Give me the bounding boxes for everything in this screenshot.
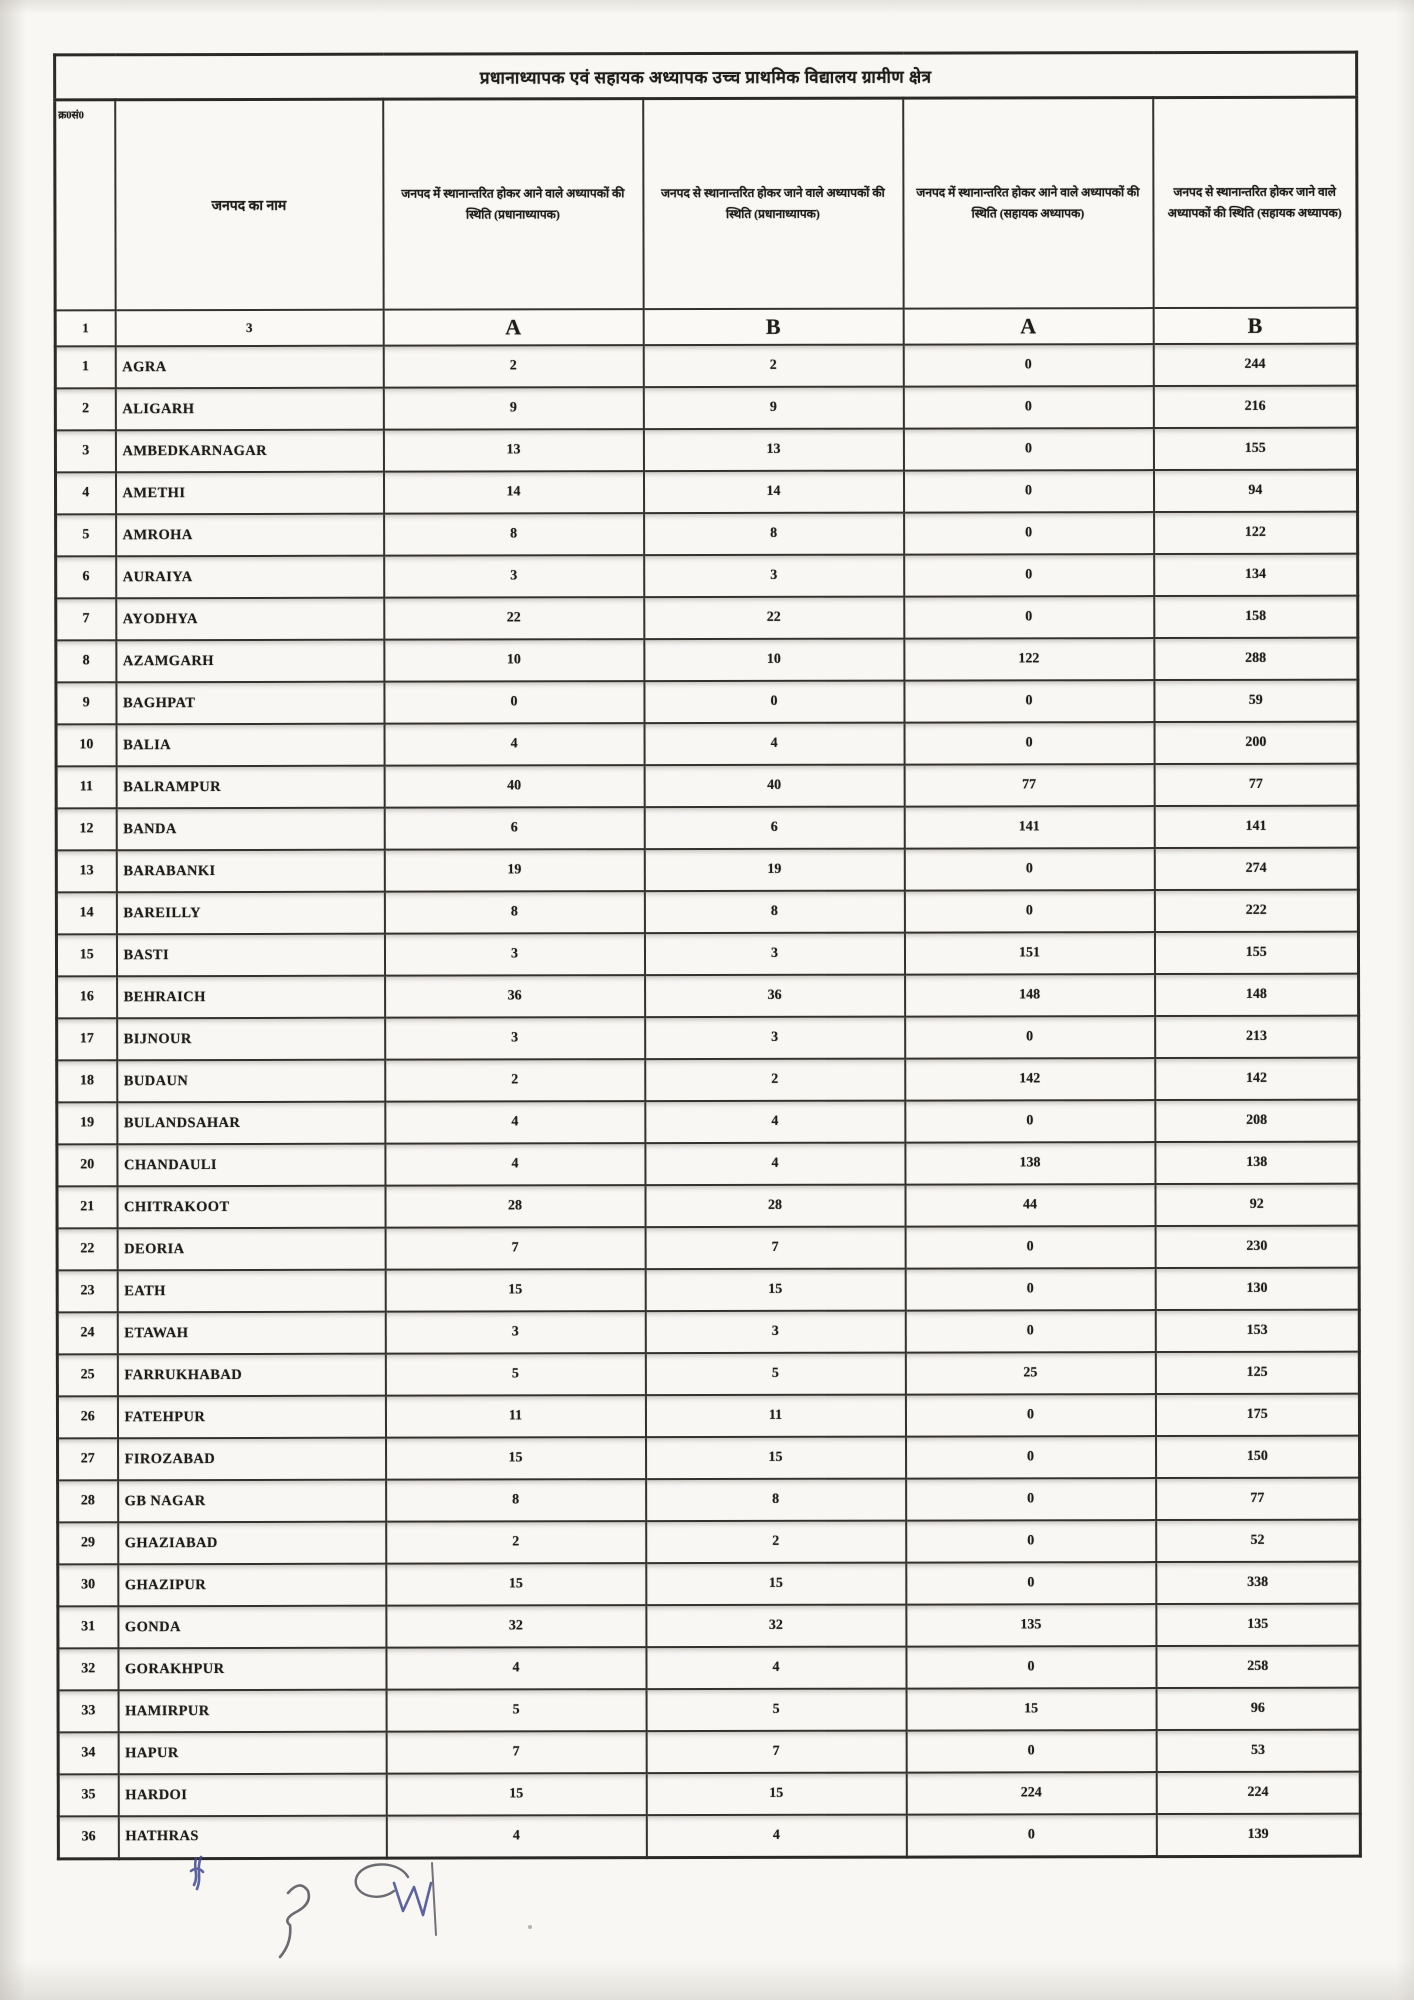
- cell-serial: 4: [55, 472, 115, 514]
- table-row: [58, 1436, 1360, 1481]
- cell-value: 6: [384, 807, 644, 850]
- cell-value: 0: [903, 344, 1153, 387]
- cell-value: 9: [383, 387, 643, 430]
- cell-district: DEORIA: [117, 1228, 385, 1271]
- table-row: [58, 1772, 1360, 1817]
- cell-district: BANDA: [116, 808, 384, 851]
- cell-value: 15: [386, 1437, 646, 1480]
- cell-value: 4: [386, 1647, 646, 1690]
- cell-district: ETAWAH: [117, 1312, 385, 1355]
- cell-value: 0: [384, 681, 644, 724]
- cell-value: 0: [904, 596, 1154, 639]
- cell-district: FIROZABAD: [118, 1438, 386, 1481]
- table-row: [56, 806, 1358, 851]
- table-row: [56, 680, 1358, 725]
- table-row: [58, 1730, 1360, 1775]
- in-headmaster-label: जनपद में स्थानान्तरित होकर आने वाले अध्यापकों की स्थिति (प्रधानाध्यापक): [401, 186, 625, 222]
- cell-value: 0: [906, 1730, 1156, 1773]
- cell-serial: 20: [57, 1144, 117, 1186]
- cell-value: 5: [645, 1353, 905, 1396]
- table-row: [56, 512, 1358, 557]
- cell-value: 8: [644, 891, 904, 934]
- cell-value: 142: [1155, 1058, 1359, 1100]
- subheader-label: A: [1020, 313, 1037, 339]
- cell-value: 15: [386, 1563, 646, 1606]
- cell-value: 0: [906, 1814, 1156, 1857]
- cell-value: 200: [1154, 722, 1358, 764]
- cell-value: 92: [1155, 1184, 1359, 1226]
- subheader-b1: [643, 309, 903, 346]
- cell-value: 15: [386, 1773, 646, 1816]
- table-row: [56, 722, 1358, 767]
- cell-value: 4: [645, 1143, 905, 1186]
- cell-district: BUDAUN: [117, 1060, 385, 1103]
- cell-value: 10: [644, 639, 904, 682]
- cell-district: HAMIRPUR: [118, 1690, 386, 1733]
- cell-district: HARDOI: [118, 1774, 386, 1817]
- signature-gw-stroke-icon: [432, 1863, 436, 1935]
- cell-serial: 30: [58, 1564, 118, 1606]
- cell-district: BAGHPAT: [116, 682, 384, 725]
- cell-value: 3: [385, 1311, 645, 1354]
- signature-nine-icon: [280, 1885, 309, 1957]
- cell-value: 22: [644, 597, 904, 640]
- cell-district: GHAZIABAD: [118, 1522, 386, 1565]
- cell-serial: 17: [57, 1018, 117, 1060]
- cell-district: AGRA: [115, 346, 383, 389]
- cell-value: 0: [904, 512, 1154, 555]
- cell-value: 4: [646, 1647, 906, 1690]
- cell-value: 15: [646, 1773, 906, 1816]
- cell-value: 10: [384, 639, 644, 682]
- cell-value: 208: [1155, 1100, 1359, 1142]
- cell-district: GONDA: [118, 1606, 386, 1649]
- cell-serial: 26: [57, 1396, 117, 1438]
- cell-district: AZAMGARH: [116, 640, 384, 683]
- cell-value: 8: [644, 513, 904, 556]
- cell-value: 19: [644, 849, 904, 892]
- table-row: [55, 470, 1357, 515]
- cell-serial: 23: [57, 1270, 117, 1312]
- cell-value: 52: [1156, 1520, 1360, 1562]
- cell-value: 155: [1154, 932, 1358, 974]
- cell-value: 230: [1155, 1226, 1359, 1268]
- cell-district: ALIGARH: [115, 388, 383, 431]
- handwritten-signature-marks: [140, 1845, 620, 1995]
- cell-value: 4: [385, 1143, 645, 1186]
- cell-value: 142: [905, 1058, 1155, 1101]
- cell-district: BALRAMPUR: [116, 766, 384, 809]
- cell-serial: 36: [58, 1816, 118, 1858]
- subheader-label: A: [505, 314, 522, 340]
- cell-value: 222: [1154, 890, 1358, 932]
- cell-value: 2: [383, 345, 643, 388]
- col-header-in-assistant: [903, 98, 1153, 309]
- cell-value: 0: [903, 386, 1153, 429]
- cell-serial: 7: [56, 598, 116, 640]
- cell-value: 155: [1153, 428, 1357, 470]
- cell-value: 0: [904, 680, 1154, 723]
- cell-serial: 35: [58, 1774, 118, 1816]
- cell-value: 0: [905, 1226, 1155, 1269]
- cell-value: 6: [644, 807, 904, 850]
- cell-value: 77: [904, 764, 1154, 807]
- out-headmaster-label: जनपद से स्थानान्तरित होकर जाने वाले अध्यापकों की स्थिति (प्रधानाध्यापक): [661, 185, 885, 221]
- cell-district: HATHRAS: [118, 1816, 386, 1859]
- subheader-label: B: [765, 313, 781, 339]
- cell-serial: 15: [56, 934, 116, 976]
- cell-value: 138: [905, 1142, 1155, 1185]
- header-row: [55, 97, 1358, 310]
- table-row: [57, 1142, 1359, 1187]
- cell-value: 0: [904, 722, 1154, 765]
- table-row: [57, 1184, 1359, 1229]
- cell-value: 288: [1154, 638, 1358, 680]
- cell-serial: 5: [56, 514, 116, 556]
- cell-value: 15: [385, 1269, 645, 1312]
- cell-value: 135: [906, 1604, 1156, 1647]
- cell-value: 4: [385, 1101, 645, 1144]
- cell-value: 36: [385, 975, 645, 1018]
- cell-district: BAREILLY: [116, 892, 384, 935]
- cell-value: 3: [645, 1017, 905, 1060]
- cell-value: 148: [905, 974, 1155, 1017]
- cell-value: 7: [645, 1227, 905, 1270]
- cell-value: 0: [906, 1562, 1156, 1605]
- cell-value: 0: [904, 554, 1154, 597]
- table-row: [58, 1604, 1360, 1649]
- cell-serial: 34: [58, 1732, 118, 1774]
- table-title: प्रधानाध्यापक एवं सहायक अध्यापक उच्च प्राथमिक विद्यालय ग्रामीण क्षेत्र: [55, 52, 1357, 100]
- ink-speck: [528, 1925, 532, 1929]
- cell-serial: 16: [57, 976, 117, 1018]
- cell-value: 11: [385, 1395, 645, 1438]
- table-row: [56, 890, 1358, 935]
- cell-value: 32: [386, 1605, 646, 1648]
- cell-value: 3: [384, 933, 644, 976]
- table-row: [56, 554, 1358, 599]
- cell-value: 8: [386, 1479, 646, 1522]
- cell-district: FARRUKHABAD: [117, 1354, 385, 1397]
- cell-serial: 31: [58, 1606, 118, 1648]
- cell-value: 14: [383, 471, 643, 514]
- table-row: [57, 1016, 1359, 1061]
- teacher-transfer-table: [53, 51, 1362, 1860]
- cell-district: BULANDSAHAR: [117, 1102, 385, 1145]
- subheader-label: B: [1247, 312, 1263, 338]
- cell-district: GB NAGAR: [118, 1480, 386, 1523]
- table-row: [58, 1520, 1360, 1565]
- cell-district: BEHRAICH: [117, 976, 385, 1019]
- cell-value: 0: [906, 1478, 1156, 1521]
- table-row: [57, 1352, 1359, 1397]
- cell-value: 0: [904, 848, 1154, 891]
- cell-value: 153: [1155, 1310, 1359, 1352]
- cell-value: 32: [646, 1605, 906, 1648]
- cell-value: 150: [1156, 1436, 1360, 1478]
- cell-value: 135: [1156, 1604, 1360, 1646]
- cell-value: 224: [906, 1772, 1156, 1815]
- cell-serial: 6: [56, 556, 116, 598]
- serial-header-label: क्र0सं0: [58, 110, 84, 122]
- table-row: [57, 1394, 1359, 1439]
- cell-serial: 9: [56, 682, 116, 724]
- cell-value: 0: [905, 1310, 1155, 1353]
- cell-value: 22: [384, 597, 644, 640]
- cell-serial: 33: [58, 1690, 118, 1732]
- table-row: [57, 1268, 1359, 1313]
- cell-value: 4: [644, 723, 904, 766]
- cell-value: 2: [646, 1521, 906, 1564]
- col-header-in-headmaster: [383, 99, 643, 310]
- cell-serial: 29: [58, 1522, 118, 1564]
- out-assistant-label: जनपद से स्थानान्तरित होकर जाने वाले अध्यापकों की स्थिति (सहायक अध्यापक): [1167, 184, 1342, 221]
- cell-value: 213: [1155, 1016, 1359, 1058]
- cell-value: 5: [385, 1353, 645, 1396]
- cell-value: 13: [383, 429, 643, 472]
- cell-value: 224: [1156, 1772, 1360, 1814]
- cell-value: 0: [905, 1268, 1155, 1311]
- cell-value: 0: [906, 1646, 1156, 1689]
- cell-serial: 22: [57, 1228, 117, 1270]
- cell-value: 40: [384, 765, 644, 808]
- cell-value: 2: [643, 345, 903, 388]
- cell-value: 258: [1156, 1646, 1360, 1688]
- col-header-district: [115, 99, 383, 310]
- table-row: [56, 848, 1358, 893]
- cell-value: 130: [1155, 1268, 1359, 1310]
- cell-serial: 21: [57, 1186, 117, 1228]
- subheader-b2: [1153, 308, 1357, 344]
- cell-serial: 8: [56, 640, 116, 682]
- signature-gw-w-icon: [394, 1883, 431, 1915]
- cell-value: 0: [906, 1436, 1156, 1479]
- cell-value: 175: [1155, 1394, 1359, 1436]
- cell-value: 15: [646, 1563, 906, 1606]
- cell-value: 4: [645, 1101, 905, 1144]
- cell-serial: 32: [58, 1648, 118, 1690]
- cell-value: 5: [386, 1689, 646, 1732]
- cell-serial: 3: [55, 430, 115, 472]
- cell-serial: 1: [55, 346, 115, 388]
- signature-squiggle-icon: [191, 1857, 203, 1889]
- cell-serial: 18: [57, 1060, 117, 1102]
- cell-value: 0: [905, 1100, 1155, 1143]
- cell-value: 14: [643, 471, 903, 514]
- cell-value: 274: [1154, 848, 1358, 890]
- cell-serial: 11: [56, 766, 116, 808]
- table-body: [55, 344, 1360, 1859]
- in-assistant-label: जनपद में स्थानान्तरित होकर आने वाले अध्यापकों की स्थिति (सहायक अध्यापक): [916, 185, 1140, 221]
- table-row: [58, 1646, 1360, 1691]
- cell-value: 77: [1156, 1478, 1360, 1520]
- cell-value: 94: [1153, 470, 1357, 512]
- cell-district: CHANDAULI: [117, 1144, 385, 1187]
- table-row: [56, 932, 1358, 977]
- cell-value: 134: [1154, 554, 1358, 596]
- cell-value: 138: [1155, 1142, 1359, 1184]
- cell-district: AMETHI: [115, 472, 383, 515]
- cell-value: 19: [384, 849, 644, 892]
- cell-value: 28: [385, 1185, 645, 1228]
- cell-district: AMROHA: [116, 514, 384, 557]
- cell-serial: 2: [55, 388, 115, 430]
- cell-value: 7: [386, 1731, 646, 1774]
- cell-value: 0: [644, 681, 904, 724]
- table-row: [56, 764, 1358, 809]
- cell-district: FATEHPUR: [117, 1396, 385, 1439]
- cell-district: GHAZIPUR: [118, 1564, 386, 1607]
- table-row: [55, 428, 1357, 473]
- cell-serial: 12: [56, 808, 116, 850]
- subheader-row: [55, 308, 1357, 347]
- cell-district: AMBEDKARNAGAR: [115, 430, 383, 473]
- cell-value: 4: [386, 1815, 646, 1858]
- cell-value: 15: [906, 1688, 1156, 1731]
- table-row: [57, 974, 1359, 1019]
- table-row: [58, 1478, 1360, 1523]
- cell-value: 125: [1155, 1352, 1359, 1394]
- cell-district: BIJNOUR: [117, 1018, 385, 1061]
- subheader-a1: [383, 309, 643, 346]
- cell-value: 0: [906, 1520, 1156, 1563]
- subheader-a2: [903, 308, 1153, 345]
- cell-district: AYODHYA: [116, 598, 384, 641]
- cell-value: 122: [1154, 512, 1358, 554]
- cell-value: 96: [1156, 1688, 1360, 1730]
- subheader-label: 1: [82, 320, 89, 336]
- cell-value: 2: [385, 1059, 645, 1102]
- table-row: [55, 386, 1357, 431]
- cell-value: 59: [1154, 680, 1358, 722]
- cell-value: 244: [1153, 344, 1357, 386]
- cell-value: 148: [1155, 974, 1359, 1016]
- cell-value: 0: [904, 890, 1154, 933]
- cell-serial: 28: [58, 1480, 118, 1522]
- district-header-label: जनपद का नाम: [211, 198, 287, 214]
- cell-value: 4: [384, 723, 644, 766]
- cell-value: 151: [904, 932, 1154, 975]
- table-row: [57, 1310, 1359, 1355]
- cell-value: 13: [643, 429, 903, 472]
- cell-value: 0: [905, 1016, 1155, 1059]
- cell-district: HAPUR: [118, 1732, 386, 1775]
- cell-value: 141: [1154, 806, 1358, 848]
- cell-value: 11: [645, 1395, 905, 1438]
- cell-value: 0: [905, 1394, 1155, 1437]
- col-header-out-headmaster: [643, 98, 903, 309]
- cell-value: 9: [643, 387, 903, 430]
- cell-value: 338: [1156, 1562, 1360, 1604]
- cell-value: 25: [905, 1352, 1155, 1395]
- cell-value: 36: [645, 975, 905, 1018]
- cell-value: 3: [645, 1311, 905, 1354]
- signature-gw-icon: [356, 1864, 408, 1896]
- cell-value: 139: [1156, 1814, 1360, 1856]
- cell-value: 7: [646, 1731, 906, 1774]
- title-row: [55, 52, 1357, 100]
- cell-district: GORAKHPUR: [118, 1648, 386, 1691]
- cell-value: 44: [905, 1184, 1155, 1227]
- cell-serial: 25: [57, 1354, 117, 1396]
- cell-value: 3: [385, 1017, 645, 1060]
- cell-value: 8: [384, 891, 644, 934]
- cell-value: 2: [645, 1059, 905, 1102]
- cell-value: 0: [903, 428, 1153, 471]
- cell-value: 8: [646, 1479, 906, 1522]
- table-row: [56, 596, 1358, 641]
- table-row: [55, 344, 1357, 389]
- cell-value: 216: [1153, 386, 1357, 428]
- cell-serial: 19: [57, 1102, 117, 1144]
- cell-value: 2: [386, 1521, 646, 1564]
- cell-serial: 27: [58, 1438, 118, 1480]
- cell-district: BARABANKI: [116, 850, 384, 893]
- cell-value: 77: [1154, 764, 1358, 806]
- cell-value: 158: [1154, 596, 1358, 638]
- cell-serial: 13: [56, 850, 116, 892]
- cell-district: CHITRAKOOT: [117, 1186, 385, 1229]
- cell-value: 8: [384, 513, 644, 556]
- cell-value: 28: [645, 1185, 905, 1228]
- cell-value: 3: [384, 555, 644, 598]
- cell-district: EATH: [117, 1270, 385, 1313]
- subheader-label: 3: [245, 319, 253, 335]
- cell-serial: 10: [56, 724, 116, 766]
- table-row: [57, 1100, 1359, 1145]
- cell-value: 3: [644, 933, 904, 976]
- table-row: [57, 1226, 1359, 1271]
- cell-value: 7: [385, 1227, 645, 1270]
- cell-district: AURAIYA: [116, 556, 384, 599]
- table-row: [56, 638, 1358, 683]
- col-header-out-assistant: [1153, 97, 1358, 308]
- cell-value: 4: [646, 1815, 906, 1858]
- cell-district: BALIA: [116, 724, 384, 767]
- cell-value: 141: [904, 806, 1154, 849]
- table-row: [58, 1688, 1360, 1733]
- cell-value: 15: [646, 1437, 906, 1480]
- table-row: [58, 1562, 1360, 1607]
- cell-serial: 14: [56, 892, 116, 934]
- col-header-serial: [55, 100, 115, 311]
- cell-value: 15: [645, 1269, 905, 1312]
- cell-value: 0: [903, 470, 1153, 513]
- subheader-serial: [55, 310, 115, 346]
- cell-value: 53: [1156, 1730, 1360, 1772]
- cell-district: BASTI: [116, 934, 384, 977]
- table-row: [57, 1058, 1359, 1103]
- cell-value: 122: [904, 638, 1154, 681]
- cell-serial: 24: [57, 1312, 117, 1354]
- cell-value: 5: [646, 1689, 906, 1732]
- cell-value: 40: [644, 765, 904, 808]
- cell-value: 3: [644, 555, 904, 598]
- subheader-district: [115, 310, 383, 347]
